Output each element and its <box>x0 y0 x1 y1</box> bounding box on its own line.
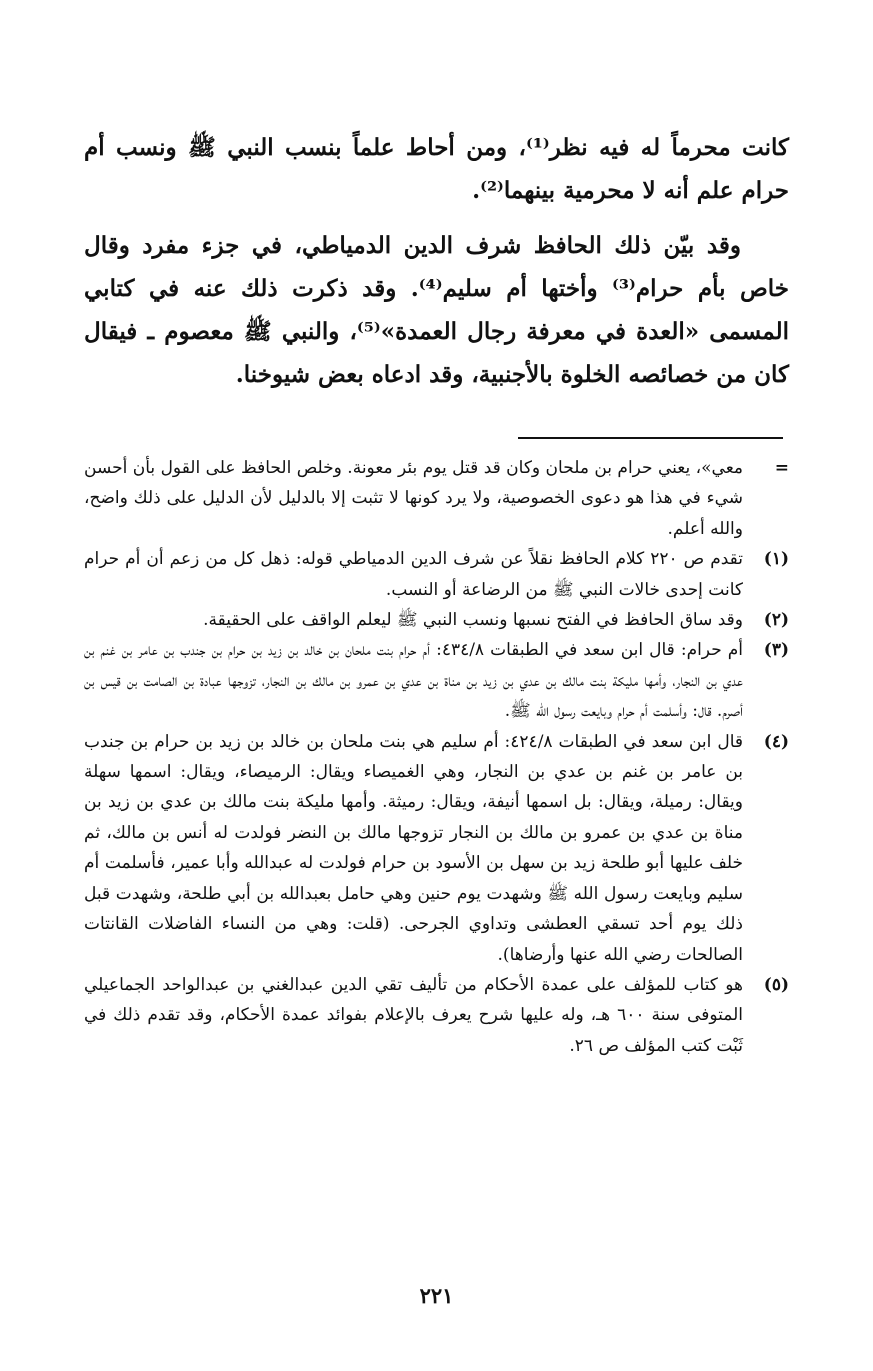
footnote-continuation <box>84 453 789 544</box>
footnote-3 <box>84 635 789 726</box>
main-text-body <box>84 126 789 396</box>
page-number: ٢٢١ <box>419 1283 454 1308</box>
footnote-marker: (٥) <box>763 974 789 995</box>
footnote-marker: (١) <box>763 549 789 570</box>
footnote-text: قال ابن سعد في الطبقات ٤٢٤/٨: أم سليم هي بنت ملحان بن خالد بن زيد بن حرام بن جندب بن عامر بن غنم بن عدي بن النجار، وهي الغميصاء ويقال: الرميصاء، ويقال: اسمها سهلة ويقال: رميلة، ويقال: بل اسمها أنيفة، ويقال: رميثة. وأمها مليكة بنت مالك بن عدي بن زيد بن مناة بن عدي بن عمرو بن مالك بن النجار تزوجها مالك بن النضر فولدت له أنس بن مالك، ثم خلف عليها أبو طلحة زيد بن سهل بن الأسود بن حرام فولدت له عبدالله وأبا عمير، فأسلمت أم سليم وبايعت رسول الله ﷺ وشهدت يوم حنين وهي حامل بعبدالله بن أبي طلحة، وشهدت قبل ذلك يوم أحد تسقي العطشى وتداوي الجرحى. (قلت: وهي من النساء الفاضلات القانتات الصالحات رضي الله عنها وأرضاها). <box>84 731 743 965</box>
footnote-marker: (٢) <box>763 610 789 631</box>
footnote-marker: (٣) <box>763 640 789 661</box>
footnotes <box>84 453 789 1061</box>
footnote-separator <box>518 437 783 439</box>
footnote-2 <box>84 605 789 635</box>
footnote-5 <box>84 970 789 1061</box>
footnote-text: وقد ساق الحافظ في الفتح نسبها ونسب النبي ﷺ ليعلم الواقف على الحقيقة. <box>203 610 743 631</box>
footnote-text: تقدم ص ٢٢٠ كلام الحافظ نقلاً عن شرف الدين الدمياطي قوله: ذهل كل من زعم أن أم حرام كانت إحدى خالات النبي ﷺ من الرضاعة أو النسب. <box>84 549 744 600</box>
footnote-text: معي»، يعني حرام بن ملحان وكان قد قتل يوم بئر معونة. وخلص الحافظ على القول بأن أحسن شيء في هذا هو دعوى الخصوصية، ولا يرد كونها لا تثبت إلا بالدليل لأن الدليل على ذلك واضح، والله أعلم. <box>84 458 743 539</box>
footnote-1 <box>84 544 789 605</box>
footnote-4 <box>84 727 789 970</box>
main-paragraph-2: وقد بيّن ذلك الحافظ شرف الدين الدمياطي، في جزء مفرد وقال خاص بأم حرام⁽³⁾ وأختها أم سليم⁽⁴⁾. وقد ذكرت ذلك عنه في كتابي المسمى «العدة في معرفة رجال العمدة»⁽⁵⁾، والنبي ﷺ معصوم ـ فيقال كان من خصائصه الخلوة بالأجنبية، وقد ادعاه بعض شيوخنا. <box>84 232 789 388</box>
footnote-text: هو كتاب للمؤلف على عمدة الأحكام من تأليف تقي الدين عبدالغني بن عبدالواحد الجماعيلي المتوفى سنة ٦٠٠ هـ، وله عليها شرح يعرف بالإعلام بفوائد عمدة الأحكام، وقد تقدم ذلك في ثَبْت كتب المؤلف ص ٢٦. <box>84 974 743 1056</box>
footnote-text: أم حرام: قال ابن سعد في الطبقات ٤٣٤/٨: أم حرام بنت ملحان بن خالد بن زيد بن حرام بن جندب بن عامر بن غنم بن عدي بن النجار، وأمها مليكة بنت مالك بن عدي بن زيد بن مناة بن عدي بن عمرو بن مالك بن النجار، تزوجها عبادة بن الصامت بن قيس بن أصرم. قال: وأسلمت أم حرام وبايعت رسول الله ﷺ. <box>84 640 743 722</box>
main-paragraph-1: كانت محرماً له فيه نظر⁽¹⁾، ومن أحاط علماً بنسب النبي ﷺ ونسب أم حرام علم أنه لا محرمية بينهما⁽²⁾. <box>84 134 790 204</box>
footnote-marker: = <box>774 458 789 478</box>
footnote-marker: (٤) <box>763 731 789 752</box>
